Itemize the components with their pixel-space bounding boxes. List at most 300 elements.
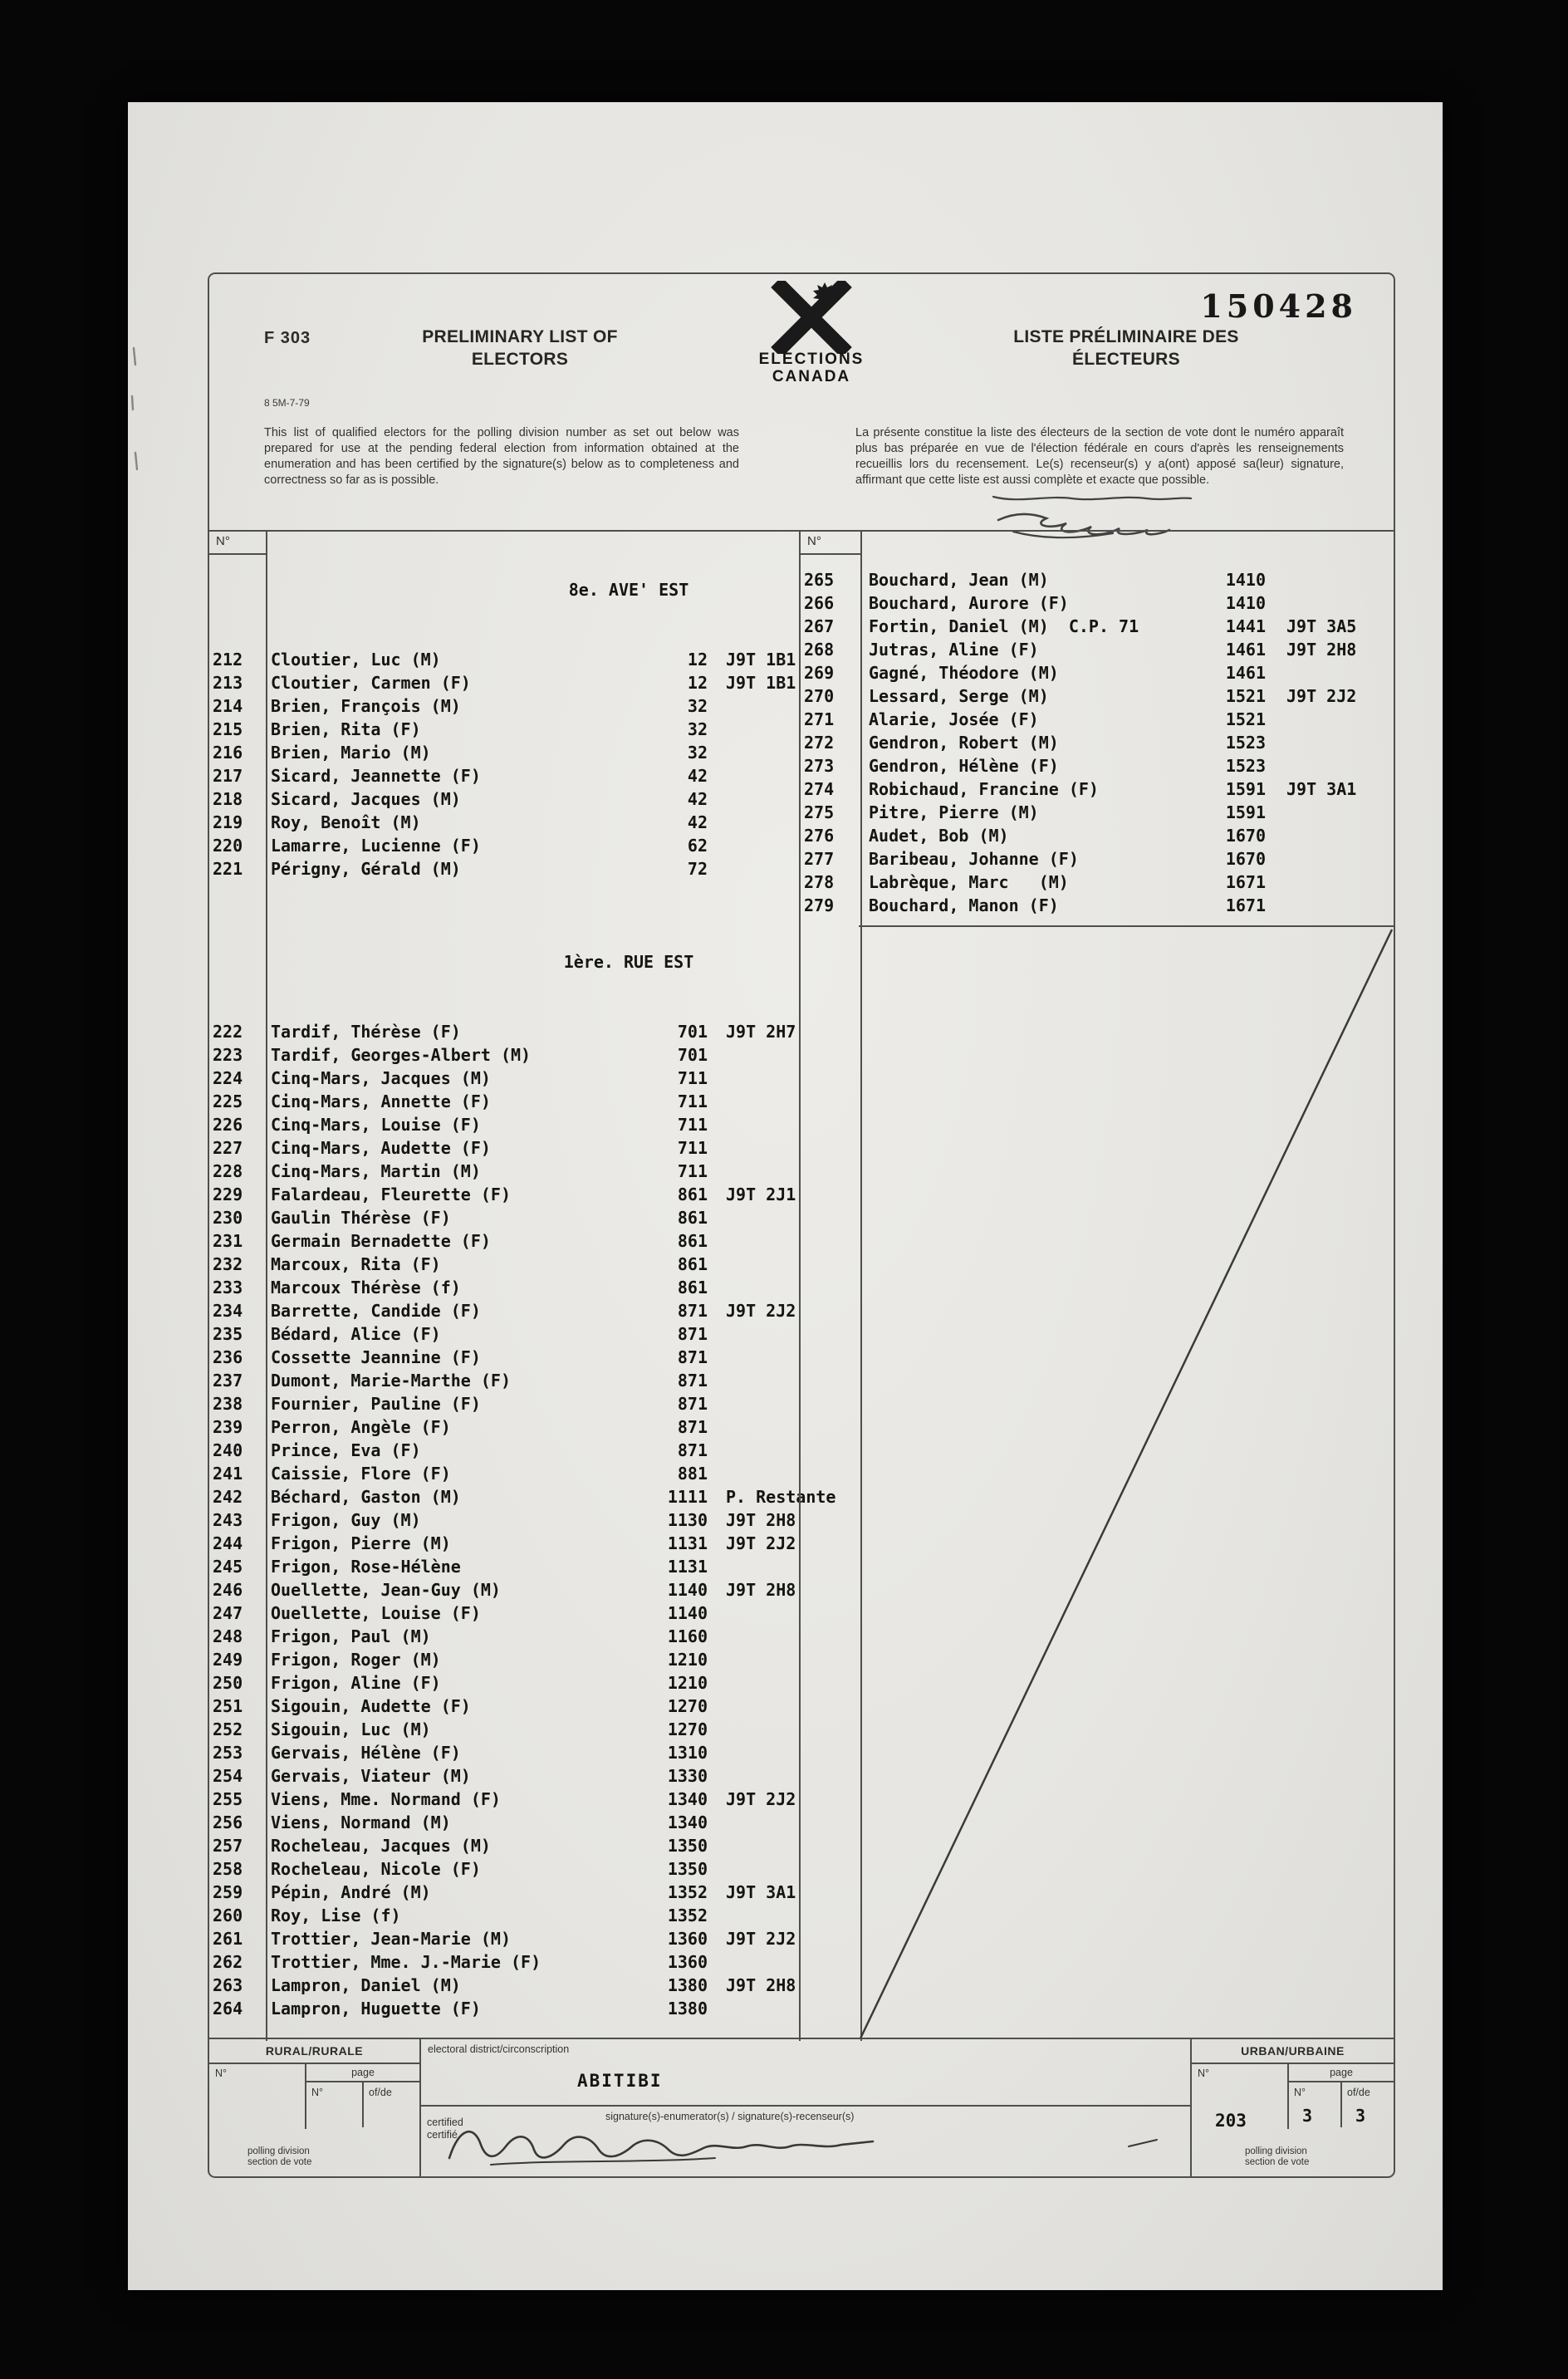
electors-list-8e-ave-est <box>209 648 799 880</box>
elector-row <box>209 1322 799 1346</box>
elector-postal-code <box>1266 591 1286 615</box>
elector-name: Lampron, Daniel (M) <box>271 1975 461 1995</box>
elector-address: 72 <box>687 859 708 879</box>
elector-row <box>209 1857 799 1881</box>
elector-number: 225 <box>213 1091 243 1111</box>
elector-postal-code <box>1266 708 1286 731</box>
elector-number: 212 <box>213 650 243 670</box>
form-title-english <box>399 326 641 370</box>
elector-address: 32 <box>687 743 708 763</box>
number-column-header <box>209 532 266 555</box>
elector-postal-code <box>708 1090 726 1113</box>
elector-address: 1310 <box>667 1743 708 1763</box>
elector-postal-code <box>708 1811 726 1834</box>
elector-row <box>801 615 1394 638</box>
elector-number: 214 <box>213 696 243 716</box>
elector-address: 881 <box>677 1464 708 1484</box>
elector-address: 1523 <box>1225 733 1266 753</box>
elector-name: Lessard, Serge (M) <box>869 686 1049 706</box>
polling-label-en: polling division <box>247 2146 310 2156</box>
elector-name: Tardif, Thérèse (F) <box>271 1022 461 1042</box>
electors-list-continued <box>801 568 1394 917</box>
elector-number: 217 <box>213 766 243 786</box>
electoral-district-label: electoral district/circonscription <box>428 2043 570 2055</box>
elector-number: 234 <box>213 1301 243 1321</box>
electoral-district-name: ABITIBI <box>577 2071 663 2091</box>
elector-row <box>209 1997 799 2020</box>
elector-postal-code: J9T 2H8 <box>726 1580 796 1600</box>
elector-number: 236 <box>213 1347 243 1367</box>
elector-number: 213 <box>213 673 243 693</box>
elector-number: 255 <box>213 1789 243 1809</box>
elector-row <box>209 1904 799 1927</box>
elector-name: Cinq-Mars, Annette (F) <box>271 1091 491 1111</box>
enumerator-signature <box>441 2117 1188 2171</box>
elector-row <box>209 1671 799 1695</box>
elector-postal-code <box>1266 871 1286 894</box>
elector-address: 1670 <box>1225 849 1266 869</box>
elector-number: 221 <box>213 859 243 879</box>
elector-row <box>801 708 1394 731</box>
rural-page-of-cell <box>362 2082 419 2127</box>
pages-total: 3 <box>1355 2106 1366 2126</box>
elector-address: 701 <box>677 1022 708 1042</box>
form-title-french-line1: LISTE PRÉLIMINAIRE DES <box>1013 327 1239 346</box>
elector-number: 257 <box>213 1836 243 1856</box>
elector-address: 32 <box>687 696 708 716</box>
elector-number: 270 <box>804 686 835 706</box>
elector-number: 244 <box>213 1533 243 1553</box>
elector-name: Gagné, Théodore (M) <box>869 663 1059 683</box>
elector-row <box>209 1950 799 1974</box>
elector-row <box>801 731 1394 754</box>
elector-number: 261 <box>213 1929 243 1949</box>
elector-row <box>209 787 799 811</box>
street-heading-8e-ave-est: 8e. AVE' EST <box>568 580 689 600</box>
elector-address: 1130 <box>667 1510 708 1530</box>
elector-postal-code: J9T 2J2 <box>1286 686 1357 706</box>
form-title-french-line2: ÉLECTEURS <box>1072 350 1180 369</box>
elector-name: Lampron, Huguette (F) <box>271 1999 481 2018</box>
elector-address: 1140 <box>667 1580 708 1600</box>
elector-row <box>801 824 1394 847</box>
elector-name: Gervais, Hélène (F) <box>271 1743 461 1763</box>
elector-row <box>209 764 799 787</box>
number-column-header <box>801 532 860 555</box>
elector-row <box>209 1043 799 1067</box>
elector-row <box>209 1113 799 1136</box>
elector-postal-code: J9T 2H8 <box>1286 640 1357 660</box>
elector-postal-code <box>708 1439 726 1462</box>
elector-name: Sicard, Jeannette (F) <box>271 766 481 786</box>
elector-postal-code <box>708 1462 726 1485</box>
elector-number: 223 <box>213 1045 243 1065</box>
elector-number: 239 <box>213 1417 243 1437</box>
number-column-divider <box>266 532 267 2041</box>
elector-row <box>209 1183 799 1206</box>
elector-number: 220 <box>213 836 243 856</box>
elector-address: 871 <box>677 1371 708 1391</box>
elector-row <box>209 1090 799 1113</box>
end-of-list-void <box>859 925 1394 2041</box>
elector-address: 1523 <box>1225 756 1266 776</box>
elector-number: 241 <box>213 1464 243 1484</box>
elector-postal-code <box>708 1369 726 1392</box>
elector-postal-code <box>1266 801 1286 824</box>
elector-row <box>209 1625 799 1648</box>
elector-address: 1670 <box>1225 826 1266 846</box>
elector-postal-code <box>708 1857 726 1881</box>
elector-postal-code <box>708 1206 726 1229</box>
elector-name: Rocheleau, Nicole (F) <box>271 1859 481 1879</box>
elector-postal-code <box>708 1764 726 1788</box>
elector-postal-code: J9T 2H8 <box>726 1975 796 1995</box>
elector-name: Cinq-Mars, Martin (M) <box>271 1161 481 1181</box>
elector-number: 265 <box>804 570 835 590</box>
elector-number: 253 <box>213 1743 243 1763</box>
elector-number: 260 <box>213 1906 243 1925</box>
elector-name: Ouellette, Louise (F) <box>271 1603 481 1623</box>
elector-address: 711 <box>677 1138 708 1158</box>
elector-number: 266 <box>804 593 835 613</box>
elector-row <box>209 1346 799 1369</box>
elector-row <box>209 1369 799 1392</box>
form-number: F 303 <box>264 329 311 347</box>
rural-label: RURAL/RURALE <box>209 2039 419 2064</box>
elector-postal-code: J9T 2J1 <box>726 1185 796 1204</box>
elector-name: Frigon, Rose-Hélène <box>271 1557 461 1577</box>
elector-name: Pépin, André (M) <box>271 1882 431 1902</box>
rural-page-of-label: of/de <box>369 2087 392 2098</box>
elector-row <box>209 1485 836 1508</box>
elector-postal-code <box>708 857 726 880</box>
elector-address: 1380 <box>667 1999 708 2018</box>
elector-postal-code <box>708 1695 726 1718</box>
elector-address: 62 <box>687 836 708 856</box>
elector-address: 1380 <box>667 1975 708 1995</box>
elector-postal-code <box>708 834 726 857</box>
elector-postal-code: J9T 1B1 <box>726 673 796 693</box>
rural-body <box>209 2064 419 2175</box>
elector-name: Baribeau, Johanne (F) <box>869 849 1079 869</box>
elector-postal-code <box>1266 731 1286 754</box>
elector-row <box>209 1160 799 1183</box>
elector-address: 861 <box>677 1208 708 1228</box>
elector-number: 233 <box>213 1278 243 1297</box>
urban-page-no-label: N° <box>1294 2087 1306 2098</box>
elector-row <box>209 741 799 764</box>
elector-number: 218 <box>213 789 243 809</box>
elector-postal-code <box>708 694 726 718</box>
elector-number: 248 <box>213 1626 243 1646</box>
elector-name: Frigon, Pierre (M) <box>271 1533 451 1553</box>
elector-row <box>209 1508 799 1532</box>
elector-postal-code <box>708 1718 726 1741</box>
form-title-english-line1: PRELIMINARY LIST OF <box>422 327 618 346</box>
elector-name: Frigon, Aline (F) <box>271 1673 441 1693</box>
elector-address: 12 <box>687 650 708 670</box>
elector-address: 1350 <box>667 1836 708 1856</box>
elector-name: Tardif, Georges-Albert (M) <box>271 1045 532 1065</box>
elector-address: 871 <box>677 1417 708 1437</box>
elector-postal-code <box>1266 894 1286 917</box>
elector-address: 1461 <box>1225 640 1266 660</box>
elector-number: 258 <box>213 1859 243 1879</box>
elector-name: Dumont, Marie-Marthe (F) <box>271 1371 511 1391</box>
elector-name: Viens, Normand (M) <box>271 1812 451 1832</box>
district-certification-box <box>421 2039 1190 2176</box>
elector-address: 1521 <box>1225 686 1266 706</box>
elector-number: 215 <box>213 719 243 739</box>
elector-row <box>209 1462 799 1485</box>
elector-row <box>209 1764 799 1788</box>
elector-row <box>209 1741 799 1764</box>
elector-address: 1270 <box>667 1719 708 1739</box>
elector-address: 1340 <box>667 1789 708 1809</box>
elector-row <box>801 847 1394 871</box>
elector-address: 1671 <box>1225 895 1266 915</box>
elector-postal-code <box>708 1950 726 1974</box>
elector-number: 240 <box>213 1440 243 1460</box>
elector-address: 1140 <box>667 1603 708 1623</box>
elector-address: 1521 <box>1225 709 1266 729</box>
elector-postal-code: P. Restante <box>726 1487 836 1507</box>
elector-number: 273 <box>804 756 835 776</box>
elector-name: Brien, Mario (M) <box>271 743 431 763</box>
elector-postal-code: J9T 3A1 <box>1286 779 1357 799</box>
certified-label-fr: certifié <box>427 2129 458 2141</box>
elector-postal-code <box>708 1625 726 1648</box>
elector-postal-code <box>708 764 726 787</box>
urban-page-label: page <box>1289 2064 1394 2082</box>
elector-name: Prince, Eva (F) <box>271 1440 421 1460</box>
elector-address: 861 <box>677 1185 708 1204</box>
form-title-french <box>997 326 1256 370</box>
logo-wordmark <box>723 351 900 385</box>
elector-name: Pitre, Pierre (M) <box>869 802 1039 822</box>
elector-number: 262 <box>213 1952 243 1972</box>
elector-number: 269 <box>804 663 835 683</box>
elector-address: 1591 <box>1225 802 1266 822</box>
rural-page-cell <box>305 2064 419 2129</box>
elector-postal-code <box>708 1067 726 1090</box>
elector-postal-code <box>708 1113 726 1136</box>
elector-name: Labrèque, Marc (M) <box>869 872 1069 892</box>
elector-address: 701 <box>677 1045 708 1065</box>
page-number: 3 <box>1302 2106 1313 2126</box>
street-heading-1ere-rue-est: 1ère. RUE EST <box>563 952 694 972</box>
elector-postal-code <box>708 1346 726 1369</box>
elector-postal-code <box>708 1160 726 1183</box>
elector-row <box>801 591 1394 615</box>
elector-row <box>209 648 799 671</box>
elector-address: 42 <box>687 812 708 832</box>
elector-name: Roy, Benoît (M) <box>271 812 421 832</box>
elector-postal-code: J9T 2H8 <box>726 1510 796 1530</box>
elector-number: 277 <box>804 849 835 869</box>
urban-body <box>1192 2064 1394 2175</box>
scanned-page <box>128 102 1443 2290</box>
elector-number: 230 <box>213 1208 243 1228</box>
elector-row <box>209 1811 799 1834</box>
elector-row <box>209 1229 799 1253</box>
electoral-district-cell <box>421 2039 1190 2107</box>
elector-name: Germain Bernadette (F) <box>271 1231 491 1251</box>
elector-number: 242 <box>213 1487 243 1507</box>
elector-name: Gendron, Robert (M) <box>869 733 1059 753</box>
elector-address: 1461 <box>1225 663 1266 683</box>
elector-postal-code <box>708 1555 726 1578</box>
elector-address: 1270 <box>667 1696 708 1716</box>
elector-name: Marcoux, Rita (F) <box>271 1254 441 1274</box>
elector-row <box>801 754 1394 777</box>
elector-address: 1340 <box>667 1812 708 1832</box>
elector-row <box>209 1881 799 1904</box>
elector-number: 254 <box>213 1766 243 1786</box>
elector-number: 235 <box>213 1324 243 1344</box>
logo-word-elections: ELECTIONS <box>758 351 865 368</box>
elector-row <box>801 894 1394 917</box>
elector-address: 871 <box>677 1324 708 1344</box>
elector-name: Jutras, Aline (F) <box>869 640 1039 660</box>
elector-name: Bouchard, Jean (M) <box>869 570 1049 590</box>
elector-name: Ouellette, Jean-Guy (M) <box>271 1580 501 1600</box>
certification-footer <box>209 2038 1394 2176</box>
elector-name: Brien, Rita (F) <box>271 719 421 739</box>
elector-row <box>209 1415 799 1439</box>
rural-no-label: N° <box>215 2068 228 2079</box>
polling-label-en: polling division <box>1245 2146 1307 2156</box>
elector-number: 247 <box>213 1603 243 1623</box>
electors-column-right <box>799 532 1394 2041</box>
elector-number: 250 <box>213 1673 243 1693</box>
elector-address: 1350 <box>667 1859 708 1879</box>
urban-page-of-label: of/de <box>1347 2087 1370 2098</box>
elector-address: 1360 <box>667 1952 708 1972</box>
elector-address: 32 <box>687 719 708 739</box>
elector-name: Cinq-Mars, Jacques (M) <box>271 1068 491 1088</box>
elector-name: Gaulin Thérèse (F) <box>271 1208 451 1228</box>
form-print-code: 8 5M-7-79 <box>264 397 310 409</box>
elector-row <box>209 1067 799 1090</box>
elector-row <box>801 801 1394 824</box>
elector-name: Sigouin, Luc (M) <box>271 1719 431 1739</box>
elector-name: Périgny, Gérald (M) <box>271 859 461 879</box>
elector-name: Cossette Jeannine (F) <box>271 1347 481 1367</box>
elector-postal-code <box>708 718 726 741</box>
elector-address: 1591 <box>1225 779 1266 799</box>
stamp-number: 150428 <box>1200 287 1357 325</box>
elector-address: 12 <box>687 673 708 693</box>
elector-number: 278 <box>804 872 835 892</box>
urban-page-cell <box>1287 2064 1394 2129</box>
elector-name: Barrette, Candide (F) <box>271 1301 481 1321</box>
elector-postal-code <box>708 1834 726 1857</box>
elector-row <box>209 1718 799 1741</box>
elector-address: 1441 <box>1225 616 1266 636</box>
rural-page-no-label: N° <box>311 2087 324 2098</box>
elector-address: 42 <box>687 766 708 786</box>
elector-number: 279 <box>804 895 835 915</box>
elector-number: 226 <box>213 1115 243 1135</box>
elector-row <box>209 857 799 880</box>
elector-name: Roy, Lise (f) <box>271 1906 401 1925</box>
urban-no-label: N° <box>1198 2068 1210 2079</box>
elector-postal-code <box>708 1276 726 1299</box>
elector-row <box>801 638 1394 661</box>
urban-box <box>1190 2039 1394 2176</box>
elector-postal-code: J9T 3A5 <box>1286 616 1357 636</box>
elector-postal-code <box>1266 824 1286 847</box>
elector-number: 222 <box>213 1022 243 1042</box>
elector-number: 259 <box>213 1882 243 1902</box>
margin-pen-marks <box>128 343 143 493</box>
form-title-english-line2: ELECTORS <box>471 350 569 369</box>
elector-row <box>209 1020 799 1043</box>
elector-postal-code: J9T 2J2 <box>726 1301 796 1321</box>
elector-number: 267 <box>804 616 835 636</box>
rural-page-label: page <box>306 2064 419 2082</box>
elector-address: 711 <box>677 1161 708 1181</box>
elector-row <box>209 718 799 741</box>
elector-address: 861 <box>677 1254 708 1274</box>
elector-name: Fournier, Pauline (F) <box>271 1394 481 1414</box>
rural-page-no-cell <box>306 2082 362 2127</box>
elector-name: Robichaud, Francine (F) <box>869 779 1099 799</box>
elector-number: 264 <box>213 1999 243 2018</box>
elector-address: 871 <box>677 1301 708 1321</box>
elector-number: 249 <box>213 1650 243 1670</box>
elector-name: Rocheleau, Jacques (M) <box>271 1836 491 1856</box>
elector-number: 275 <box>804 802 835 822</box>
elector-row <box>801 684 1394 708</box>
elector-address: 1352 <box>667 1906 708 1925</box>
elector-postal-code: J9T 2J2 <box>726 1929 796 1949</box>
elector-number: 224 <box>213 1068 243 1088</box>
elector-row <box>209 1648 799 1671</box>
elector-number: 228 <box>213 1161 243 1181</box>
urban-page-no-cell <box>1289 2082 1340 2127</box>
elector-number: 237 <box>213 1371 243 1391</box>
number-column-label: N° <box>216 534 230 548</box>
rural-box <box>209 2039 421 2176</box>
elector-row <box>209 1695 799 1718</box>
elector-row <box>209 1578 799 1602</box>
elector-postal-code <box>708 1997 726 2020</box>
elector-postal-code <box>1266 754 1286 777</box>
elector-name: Cinq-Mars, Louise (F) <box>271 1115 481 1135</box>
elector-name: Cloutier, Luc (M) <box>271 650 441 670</box>
elector-address: 861 <box>677 1278 708 1297</box>
elector-postal-code: J9T 2J2 <box>726 1789 796 1809</box>
elector-postal-code <box>708 1671 726 1695</box>
elector-row <box>209 1206 799 1229</box>
elector-row <box>209 1392 799 1415</box>
elector-name: Perron, Angèle (F) <box>271 1417 451 1437</box>
elector-name: Cloutier, Carmen (F) <box>271 673 471 693</box>
elector-row <box>209 1439 799 1462</box>
elector-name: Viens, Mme. Normand (F) <box>271 1789 501 1809</box>
instructions-french: La présente constitue la liste des électeurs de la section de vote dont le numéro apparaît plus bas préparée en vue de l'élection fédérale en cours d'après les renseignements recueillis lors du recensement. Le(s) recenseur(s) y a(ont) apposé sa(leur) signature, affirmant que cette liste est aussi complète et exacte que possible. <box>855 426 1344 487</box>
elector-name: Fortin, Daniel (M) C.P. 71 <box>869 616 1139 636</box>
elector-postal-code: J9T 2J2 <box>726 1533 796 1553</box>
elector-row <box>209 1253 799 1276</box>
elector-row <box>209 1974 799 1997</box>
elector-postal-code <box>708 1392 726 1415</box>
elector-number: 231 <box>213 1231 243 1251</box>
elector-postal-code <box>1266 847 1286 871</box>
elector-address: 42 <box>687 789 708 809</box>
